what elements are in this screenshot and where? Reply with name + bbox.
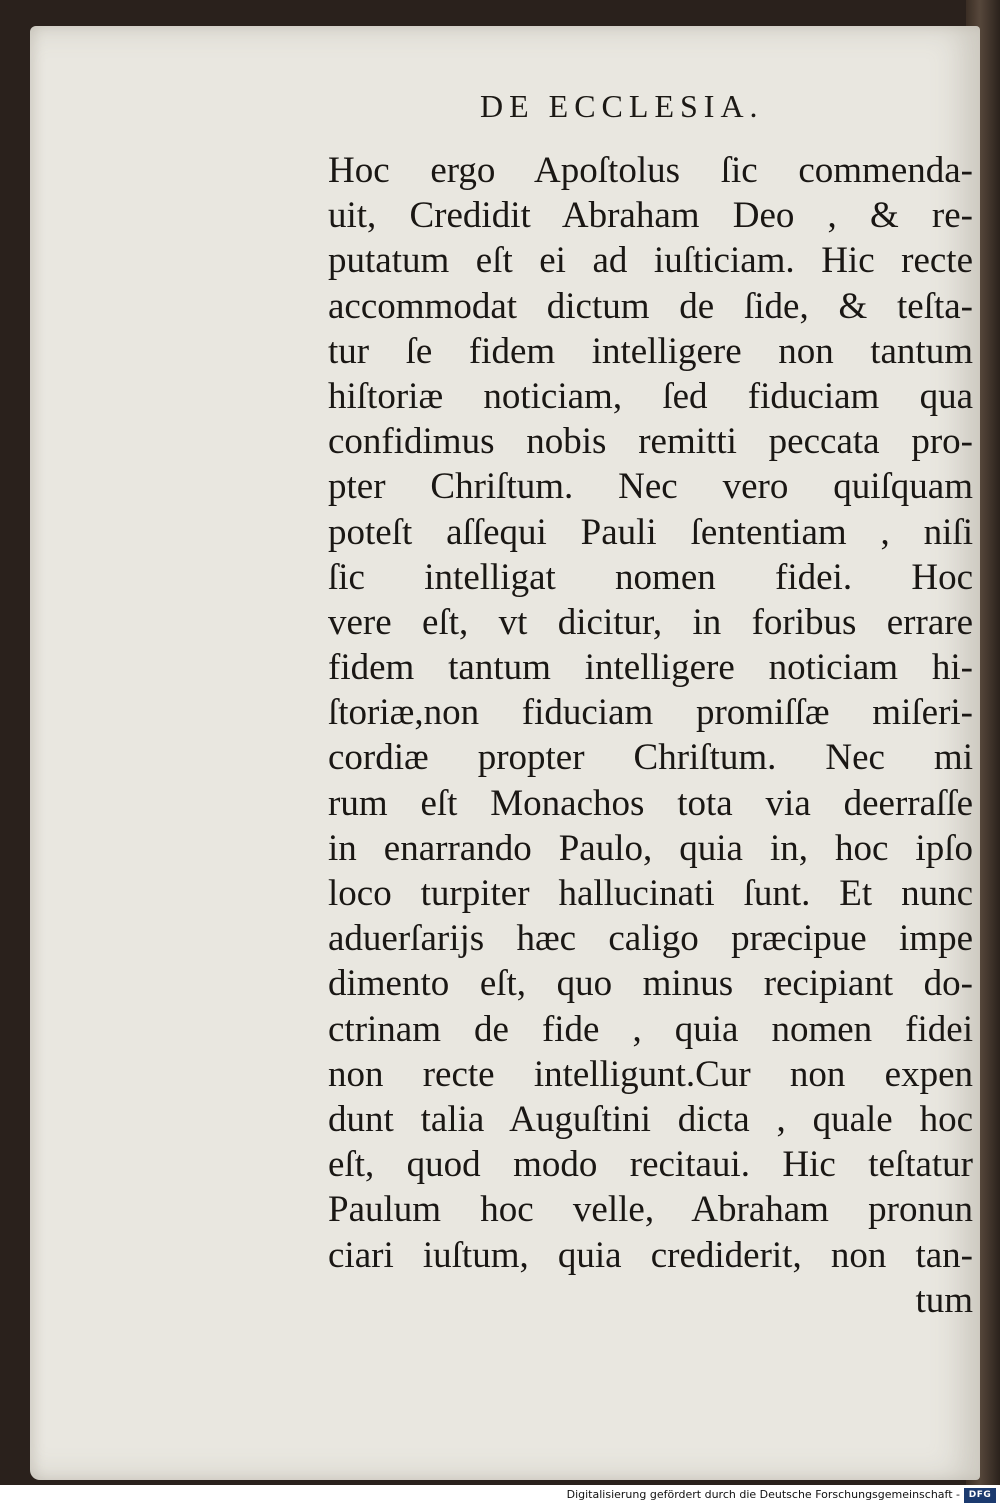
text-line: accommodat dictum de ſide, & teſta-: [328, 285, 973, 327]
dfg-logo: DFG: [964, 1488, 996, 1503]
text-line: ciari iuſtum, quia crediderit, non tan-: [328, 1234, 973, 1276]
funding-credit: Digitalisierung gefördert durch die Deutsche Forschungsgemeinschaft -: [566, 1488, 960, 1501]
text-line: dunt talia Auguſtini dicta , quale hoc: [328, 1098, 973, 1140]
text-line: hiſtoriæ noticiam, ſed fiduciam qua: [328, 375, 973, 417]
text-line: cordiæ propter Chriſtum. Nec mi: [328, 737, 973, 779]
text-line: Hoc ergo Apoſtolus ſic commenda-: [328, 150, 973, 191]
text-line: uit, Credidit Abraham Deo , & re-: [328, 195, 973, 237]
text-line: non recte intelligunt.Cur non expen: [328, 1053, 973, 1095]
running-head: DE ECCLESIA.: [480, 88, 764, 124]
text-line: pter Chriſtum. Nec vero quiſquam: [328, 466, 973, 508]
text-line: rum eſt Monachos tota via deerraſſe: [328, 782, 973, 824]
text-line: loco turpiter hallucinati ſunt. Et nunc: [328, 873, 973, 914]
text-line: ſic intelligat nomen fidei. Hoc: [328, 556, 973, 598]
catchword: tum: [915, 1279, 973, 1321]
text-line: in enarrando Paulo, quia in, hoc ipſo: [328, 827, 973, 869]
text-line: fidem tantum intelligere noticiam hi-: [328, 647, 973, 689]
text-line: confidimus nobis remitti peccata pro-: [328, 421, 973, 463]
text-line: tur ſe fidem intelligere non tantum: [328, 330, 973, 372]
digitization-footer: [0, 1485, 1000, 1507]
text-line: poteſt aſſequi Pauli ſententiam , niſi: [328, 511, 973, 553]
text-line: dimento eſt, quo minus recipiant do-: [328, 963, 973, 1005]
text-line: eſt, quod modo recitaui. Hic teſtatur: [328, 1144, 973, 1186]
text-line: putatum eſt ei ad iuſticiam. Hic recte: [328, 240, 973, 282]
text-line: aduerſarijs hæc caligo præcipue impe: [328, 918, 973, 960]
body-text: [328, 148, 973, 1323]
text-line: ctrinam de fide , quia nomen fidei: [328, 1008, 973, 1050]
text-line: vere eſt, vt dicitur, in foribus errare: [328, 601, 973, 643]
text-line: Paulum hoc velle, Abraham pronun: [328, 1189, 973, 1231]
text-line: ſtoriæ,non fiduciam promiſſæ miſeri-: [328, 692, 973, 734]
